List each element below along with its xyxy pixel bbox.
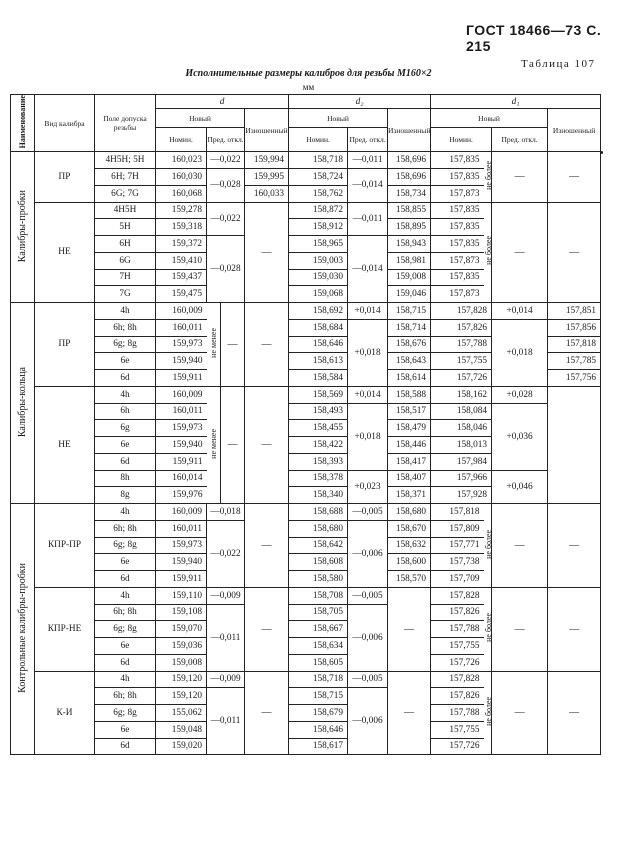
d2-nominal: 158,493 [289,403,348,420]
d1-nominal: 157,788 [431,336,492,353]
d2-nominal: 158,688 [289,504,348,521]
d2-worn: 158,676 [388,336,431,353]
d-nominal: 159,278 [156,202,207,219]
d-nominal: 159,372 [156,236,207,253]
d2-nominal: 158,684 [289,319,348,336]
max-note [484,671,492,755]
d2-worn-header: Изношенный [388,109,431,152]
tolerance-cell: 6h; 8h [95,520,156,537]
d-worn: 159,994 [245,152,289,169]
d2-nominal: 158,724 [289,169,348,186]
d1-dev-header: Пред. откл. [492,128,548,152]
d-worn-dash: — [245,671,289,755]
d1-nominal: 157,726 [431,370,492,387]
tolerance-cell: 6e [95,437,156,454]
tolerance-cell: 6d [95,453,156,470]
d1-worn-empty [548,386,601,503]
kind-header: Вид калибра [35,95,95,152]
kind-label: НЕ [35,202,95,303]
tolerance-cell: 6e [95,554,156,571]
d-worn: 160,033 [245,185,289,202]
vertical-label: Калибры-пробки [17,189,28,262]
tolerance-cell: 6h; 8h [95,604,156,621]
d-nominal: 159,020 [156,738,207,755]
d2-deviation: —0,006 [348,688,388,755]
d-deviation: —0,011 [207,688,245,755]
d2-dev-header: Пред. откл. [348,128,388,152]
d2-nominal: 158,965 [289,236,348,253]
d-worn-header: Изношенный [245,109,289,152]
d2-nominal: 158,422 [289,437,348,454]
kind-label: ПР [35,303,95,387]
d-nominal: 159,120 [156,688,207,705]
d2-nominal: 158,340 [289,487,348,504]
d-nominal: 159,973 [156,336,207,353]
dash: — [261,439,272,451]
d2-nominal-header: Номин. [289,128,348,152]
d-new-header: Новый [156,109,245,128]
d2-worn: 158,734 [388,185,431,202]
table-row [11,152,601,169]
d2-header: d₂ [289,95,431,109]
d2-nominal: 158,580 [289,571,348,588]
d1-nominal: 157,828 [431,587,484,604]
group-name [11,504,35,755]
d2-nominal: 158,584 [289,370,348,387]
vertical-label: не более [483,161,493,190]
d2-worn: 158,479 [388,420,431,437]
d2-nominal: 158,646 [289,721,348,738]
d-nominal: 160,009 [156,386,207,403]
d-nominal: 160,023 [156,152,207,169]
max-note [484,504,492,588]
tolerance-cell: 8h [95,470,156,487]
d2-nominal: 158,455 [289,420,348,437]
d1-worn: 157,851 [548,303,601,320]
tolerance-cell: 6e [95,638,156,655]
d-nominal: 159,940 [156,437,207,454]
d2-worn: 158,715 [388,303,431,320]
d1-nominal-header: Номин. [431,128,492,152]
d1-nominal: 157,738 [431,554,484,571]
d2-worn: 158,680 [388,504,431,521]
d-nominal: 159,437 [156,269,207,286]
kind-label: КПР-ПР [35,504,95,588]
d1-worn-dash: — [548,202,601,303]
tolerance-cell: 6d [95,370,156,387]
dash: — [227,338,238,350]
d1-dev-dash: — [492,587,548,671]
d1-nominal: 157,809 [431,520,484,537]
d-worn-dash [245,386,289,503]
d2-worn: 159,046 [388,286,431,303]
tolerance-cell: 6H; 7H [95,169,156,186]
vertical-label: не более [483,613,493,643]
tolerance-cell: 7G [95,286,156,303]
d1-nominal: 157,826 [431,688,484,705]
d2-nominal: 158,679 [289,705,348,722]
d1-worn-dash: — [548,504,601,588]
d2-worn: 158,632 [388,537,431,554]
vertical-label: не менее [208,328,218,358]
tolerance-header: Поле допуска резьбы [95,95,156,152]
d2-nominal: 159,003 [289,252,348,269]
d1-nominal: 157,873 [431,286,484,303]
d2-nominal: 158,705 [289,604,348,621]
d-nominal: 160,011 [156,520,207,537]
d1-nominal: 157,835 [431,152,484,169]
d2-worn: 158,407 [388,470,431,487]
d2-worn-dash: — [388,587,431,671]
table-row [11,202,601,219]
d-nominal: 159,973 [156,420,207,437]
d2-nominal: 158,718 [289,152,348,169]
tolerance-cell: 4h [95,587,156,604]
d1-nominal: 157,818 [431,504,484,521]
vertical-label: не более [483,529,493,559]
d2-new-header: Новый [289,109,388,128]
tolerance-cell: 6g; 8g [95,705,156,722]
d2-worn-dash: — [388,671,431,755]
kind-label: ПР [35,152,95,202]
d1-deviation: +0,036 [492,403,548,470]
tolerance-cell: 4H5H; 5H [95,152,156,169]
d1-dev-dash: — [492,504,548,588]
d1-deviation: +0,028 [492,386,548,403]
d2-worn: 158,588 [388,386,431,403]
d2-worn: 158,614 [388,370,431,387]
d1-nominal: 157,709 [431,571,484,588]
d-nominal: 159,976 [156,487,207,504]
d1-nominal: 157,966 [431,470,492,487]
d-header: d [156,95,289,109]
d1-nominal: 157,771 [431,537,484,554]
tolerance-cell: 8g [95,487,156,504]
d2-nominal: 159,030 [289,269,348,286]
d1-dev-dash: — [492,152,548,202]
units-label: мм [302,82,315,92]
d2-worn: 158,981 [388,252,431,269]
d-nominal: 159,410 [156,252,207,269]
max-note [484,202,492,303]
table-row [11,386,601,403]
d1-worn: 157,756 [548,370,601,387]
d1-nominal: 157,835 [431,219,484,236]
d1-nominal: 157,788 [431,621,484,638]
tolerance-cell: 7H [95,269,156,286]
d-deviation: —0,022 [207,152,245,169]
d-nominal: 160,009 [156,504,207,521]
d2-deviation: +0,023 [348,470,388,504]
d-deviation: —0,022 [207,520,245,587]
d2-deviation: +0,014 [348,386,388,403]
d2-worn: 159,008 [388,269,431,286]
d-dev-dash [221,386,245,503]
d2-worn: 158,895 [388,219,431,236]
d2-nominal: 158,708 [289,587,348,604]
tolerance-cell: 4h [95,504,156,521]
d2-worn: 158,696 [388,169,431,186]
dimensions-table [10,94,601,755]
dash: — [261,338,272,350]
d2-deviation: —0,011 [348,202,388,236]
d2-nominal: 158,608 [289,554,348,571]
name-header: Наименование [11,95,35,152]
d1-nominal: 157,826 [431,604,484,621]
d1-worn-dash: — [548,671,601,755]
d2-worn: 158,517 [388,403,431,420]
d2-nominal: 158,605 [289,654,348,671]
d-nominal: 159,475 [156,286,207,303]
d-nominal: 160,014 [156,470,207,487]
d-nominal: 159,911 [156,370,207,387]
tolerance-cell: 4H5H [95,202,156,219]
d2-deviation: —0,014 [348,169,388,203]
table-row [11,303,601,320]
d2-worn: 158,446 [388,437,431,454]
d-deviation: —0,028 [207,169,245,203]
d-nominal: 159,940 [156,353,207,370]
d1-nominal: 157,835 [431,169,484,186]
d-nominal: 159,911 [156,453,207,470]
d-nominal: 160,011 [156,319,207,336]
table-row [11,671,601,688]
d2-nominal: 158,762 [289,185,348,202]
d-nominal-header: Номин. [156,128,207,152]
d1-nominal: 157,928 [431,487,492,504]
group-name [11,303,35,504]
d2-nominal: 159,068 [289,286,348,303]
tolerance-cell: 4h [95,671,156,688]
d2-nominal: 158,569 [289,386,348,403]
d-nominal: 159,911 [156,571,207,588]
d1-worn: 157,818 [548,336,601,353]
d2-worn: 158,855 [388,202,431,219]
d2-nominal: 158,680 [289,520,348,537]
d2-deviation: —0,006 [348,604,388,671]
tolerance-cell: 6d [95,571,156,588]
d-nominal: 159,110 [156,587,207,604]
min-note [207,386,221,503]
table-row [11,470,601,487]
d-nominal: 160,030 [156,169,207,186]
d1-nominal: 158,013 [431,437,492,454]
d1-nominal: 157,755 [431,353,492,370]
max-note [484,152,492,202]
d-nominal: 159,008 [156,654,207,671]
d-nominal: 159,070 [156,621,207,638]
d1-nominal: 157,826 [431,319,492,336]
d2-worn: 158,643 [388,353,431,370]
d2-deviation: —0,014 [348,236,388,303]
d-dev-dash [221,303,245,387]
d2-worn: 158,670 [388,520,431,537]
d-worn: 159,995 [245,169,289,186]
d1-worn: 157,785 [548,353,601,370]
kind-label: КПР-НЕ [35,587,95,671]
min-note [207,303,221,387]
d1-nominal: 157,726 [431,654,484,671]
d1-nominal: 157,788 [431,705,484,722]
d2-worn: 158,714 [388,319,431,336]
d2-nominal: 158,646 [289,336,348,353]
d1-nominal: 157,755 [431,638,484,655]
d2-deviation: —0,005 [348,587,388,604]
table-row [11,504,601,521]
tolerance-cell: 6H [95,236,156,253]
d1-dev-dash: — [492,202,548,303]
group-name [11,152,35,303]
vertical-label: Калибры-кольца [17,366,28,437]
tolerance-cell: 6h [95,403,156,420]
d-deviation: —0,028 [207,236,245,303]
d-nominal: 159,940 [156,554,207,571]
tolerance-cell: 6e [95,353,156,370]
d-nominal: 160,011 [156,403,207,420]
d1-nominal: 157,755 [431,721,484,738]
d1-nominal: 157,828 [431,303,492,320]
d-nominal: 155,062 [156,705,207,722]
tolerance-cell: 4h [95,303,156,320]
d2-nominal: 158,667 [289,621,348,638]
table-label: Таблица 107 [521,58,596,70]
d1-nominal: 158,162 [431,386,492,403]
table-row [11,587,601,604]
d-dev-header: Пред. откл. [207,128,245,152]
d-worn-dash: — [245,202,289,303]
standard-header: ГОСТ 18466—73 С. 215 [466,22,602,54]
d-deviation: —0,022 [207,202,245,236]
tolerance-cell: 6g; 8g [95,537,156,554]
d1-worn-header: Изношенный [548,109,601,152]
d2-nominal: 158,378 [289,470,348,487]
kind-label: НЕ [35,386,95,503]
tolerance-cell: 6g [95,420,156,437]
d-nominal: 159,973 [156,537,207,554]
tolerance-cell: 6h; 8h [95,688,156,705]
d2-nominal: 158,912 [289,219,348,236]
d2-nominal: 158,715 [289,688,348,705]
d-deviation: —0,009 [207,671,245,688]
vertical-label: не более [483,697,493,726]
d-nominal: 159,318 [156,219,207,236]
d1-deviation: +0,014 [492,303,548,320]
d2-deviation: +0,018 [348,319,388,386]
d2-worn: 158,943 [388,236,431,253]
table-row [11,319,601,336]
tolerance-cell: 6e [95,721,156,738]
d2-deviation: —0,006 [348,520,388,587]
d2-deviation: —0,011 [348,152,388,169]
d-worn-dash: — [245,587,289,671]
table-row [11,403,601,420]
d1-worn-dash: — [548,587,601,671]
d2-worn: 158,570 [388,571,431,588]
d1-worn: 157,856 [548,319,601,336]
d-worn-dash: — [245,504,289,588]
d1-deviation: +0,046 [492,470,548,504]
d2-nominal: 158,634 [289,638,348,655]
tolerance-cell: 6g; 8g [95,621,156,638]
tolerance-cell: 5H [95,219,156,236]
d2-worn: 158,417 [388,453,431,470]
d1-nominal: 157,726 [431,738,484,755]
d2-deviation: +0,018 [348,403,388,470]
d2-deviation: —0,005 [348,671,388,688]
d2-worn: 158,696 [388,152,431,169]
d2-nominal: 158,613 [289,353,348,370]
d-deviation: —0,009 [207,587,245,604]
tolerance-cell: 6d [95,654,156,671]
d2-deviation: —0,005 [348,504,388,521]
d-deviation: —0,018 [207,504,245,521]
d-nominal: 159,048 [156,721,207,738]
d1-nominal: 157,835 [431,202,484,219]
d2-nominal: 158,617 [289,738,348,755]
d2-nominal: 158,393 [289,453,348,470]
d1-dev-dash: — [492,671,548,755]
tolerance-cell: 6d [95,738,156,755]
d2-deviation: +0,014 [348,303,388,320]
d-worn-dash [245,303,289,387]
d1-nominal: 158,084 [431,403,492,420]
tolerance-cell: 6g; 8g [95,336,156,353]
d1-nominal: 157,873 [431,185,484,202]
vertical-label: Контрольные калибры-пробки [17,562,28,693]
d-nominal: 159,036 [156,638,207,655]
d2-nominal: 158,872 [289,202,348,219]
d1-nominal: 157,873 [431,252,484,269]
d-nominal: 159,108 [156,604,207,621]
dash: — [227,439,238,451]
tolerance-cell: 4h [95,386,156,403]
d1-nominal: 158,046 [431,420,492,437]
kind-label: К-И [35,671,95,755]
vertical-label: не более [483,236,493,266]
d1-new-header: Новый [431,109,548,128]
d-deviation: —0,011 [207,604,245,671]
d1-nominal: 157,828 [431,671,484,688]
d2-worn: 158,600 [388,554,431,571]
d2-nominal: 158,692 [289,303,348,320]
tolerance-cell: 6G [95,252,156,269]
table-caption: Исполнительные размеры калибров для резьбы М160×2 [185,68,432,79]
d1-deviation: +0,018 [492,319,548,386]
tolerance-cell: 6h; 8h [95,319,156,336]
d1-header: d₁ [431,95,601,109]
d-nominal: 160,009 [156,303,207,320]
d2-worn: 158,371 [388,487,431,504]
d1-worn-dash: — [548,152,601,202]
d2-nominal: 158,642 [289,537,348,554]
d1-nominal: 157,835 [431,269,484,286]
d1-nominal: 157,984 [431,453,492,470]
vertical-label: не менее [208,428,218,459]
max-note [484,587,492,671]
tolerance-cell: 6G; 7G [95,185,156,202]
d-nominal: 159,120 [156,671,207,688]
d1-nominal: 157,835 [431,236,484,253]
d2-nominal: 158,718 [289,671,348,688]
d-nominal: 160,068 [156,185,207,202]
